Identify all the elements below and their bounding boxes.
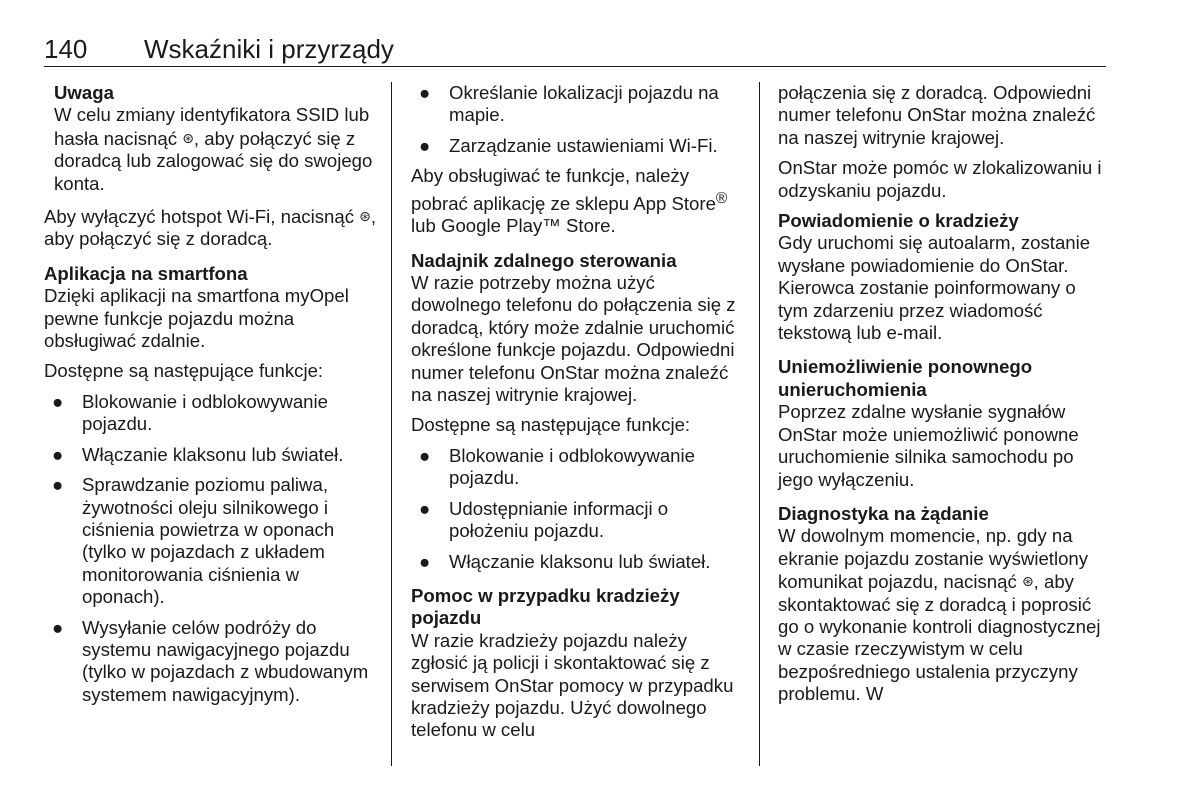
functions-intro: Dostępne są następujące funkcje: — [411, 414, 691, 436]
bullet-icon: ● — [419, 134, 431, 156]
list-item — [44, 391, 380, 436]
section-heading: Aplikacja na smartfona — [44, 262, 248, 284]
hotspot-text-part: Aby wyłączyć hotspot Wi-Fi, nacisnąć — [44, 206, 354, 228]
section-heading: Diagnostyka na żądanie — [778, 502, 989, 524]
bullet-icon: ● — [419, 550, 431, 572]
list-item — [411, 498, 745, 543]
note-box — [44, 82, 380, 195]
remote-paragraph: W razie potrzeby można użyć dowolnego telefonu do połączenia się z doradcą, który może zdalnie uruchomić określone funkcje pojazdu. Odpowiedni numer telefonu OnStar można znaleźć na naszej witrynie krajowej. — [411, 272, 736, 406]
list-item — [411, 82, 745, 127]
hotspot-paragraph — [44, 205, 380, 251]
list-item-text: Sprawdzanie poziomu paliwa, żywotności oleju silnikowego i ciśnienia powietrza w oponach (tylko w pojazdach z układem monitorowania ciśnienia w oponach). — [82, 474, 335, 608]
app-download-text: lub Google Play™ Store. — [411, 215, 616, 237]
function-list — [411, 445, 745, 573]
section-heading: Nadajnik zdalnego sterowania — [411, 249, 677, 271]
diagnostics-paragraph — [778, 525, 1108, 705]
section-heading: Powiadomienie o kradzieży — [778, 210, 1019, 232]
note-text — [54, 104, 380, 195]
column-left — [44, 82, 380, 714]
note-title: Uwaga — [54, 82, 114, 103]
page-header — [44, 30, 1106, 67]
page-number: 140 — [44, 34, 88, 64]
list-item-text: Blokowanie i odblokowywanie pojazdu. — [449, 444, 695, 489]
onstar-button-icon: ⊛ — [182, 129, 194, 146]
note-text-part: W celu zmiany identyfikatora SSID lub hasła nacisnąć — [54, 104, 370, 149]
list-item — [411, 135, 745, 157]
bullet-icon: ● — [52, 390, 64, 412]
theft-paragraph: W razie kradzieży pojazdu należy zgłosić ją policji i skontaktować się z serwisem OnStar pomocy w przypadku kradzieży pojazdu. Użyć dowolnego telefonu w celu — [411, 629, 734, 741]
bullet-icon: ● — [419, 497, 431, 519]
section-heading: Uniemożliwienie ponownego unieruchomienia — [778, 356, 1033, 400]
list-item-text: Włączanie klaksonu lub świateł. — [82, 443, 344, 465]
function-list — [44, 391, 380, 706]
diagnostics-text-part: , aby skontaktować się z doradcą i poprosić go o wykonanie kontroli diagnostycznej w czasie rzeczywistym w celu bezpośredniego ustalenia przyczyny problemu. W — [778, 571, 1101, 705]
onstar-button-icon: ⊛ — [359, 208, 371, 225]
immobilizer-paragraph: Poprzez zdalne wysłanie sygnałów OnStar może uniemożliwić ponowne uruchomienie silnika samochodu po jego wyłączeniu. — [778, 401, 1079, 490]
list-item-text: Określanie lokalizacji pojazdu na mapie. — [449, 82, 719, 126]
list-item — [44, 474, 380, 608]
list-item — [411, 445, 745, 490]
list-item-text: Włączanie klaksonu lub świateł. — [449, 550, 711, 572]
column-right — [778, 82, 1108, 714]
app-paragraph: Dzięki aplikacji na smartfona myOpel pewne funkcje pojazdu można obsługiwać zdalnie. — [44, 285, 349, 352]
onstar-button-icon: ⊛ — [1021, 573, 1034, 590]
function-list — [411, 82, 745, 157]
page-title: Wskaźniki i przyrządy — [144, 34, 394, 64]
notice-paragraph: Gdy uruchomi się autoalarm, zostanie wysłane powiadomienie do OnStar. Kierowca zostanie poinformowany o tym zdarzeniu przez wiadomość tekstową lub e-mail. — [778, 232, 1091, 344]
list-item — [44, 444, 380, 466]
app-download-paragraph — [411, 165, 745, 237]
section-heading: Pomoc w przypadku kradzieży pojazdu — [411, 584, 680, 629]
functions-intro: Dostępne są następujące funkcje: — [44, 360, 324, 382]
column-divider — [759, 82, 760, 766]
diagnostics-text-part: W dowolnym momencie, np. gdy na ekranie pojazdu zostanie wyświetlony komunikat pojazdu, nacisnąć — [778, 525, 1089, 593]
bullet-icon: ● — [419, 82, 431, 103]
list-item-text: Blokowanie i odblokowywanie pojazdu. — [82, 390, 328, 435]
column-divider — [391, 82, 392, 766]
list-item — [44, 617, 380, 707]
bullet-icon: ● — [419, 444, 431, 466]
list-item-text: Udostępnianie informacji o położeniu pojazdu. — [449, 497, 669, 542]
bullet-icon: ● — [52, 474, 64, 496]
column-middle — [411, 82, 745, 750]
list-item-text: Wysyłanie celów podróży do systemu nawigacyjnego pojazdu (tylko w pojazdach z wbudowanym systemem nawigacyjnym). — [82, 616, 369, 705]
hotspot-text-part: , aby połączyć się z doradcą. — [44, 206, 377, 250]
app-download-text: Aby obsługiwać te funkcje, należy pobrać aplikację ze sklepu App Store — [411, 165, 716, 214]
registered-mark: ® — [715, 189, 728, 207]
bullet-icon: ● — [52, 443, 64, 465]
list-item — [411, 551, 745, 573]
locate-paragraph: OnStar może pomóc w zlokalizowaniu i odzyskaniu pojazdu. — [778, 157, 1102, 201]
continued-paragraph: połączenia się z doradcą. Odpowiedni numer telefonu OnStar można znaleźć na naszej witrynie krajowej. — [778, 82, 1096, 148]
note-text-part: , aby połączyć się z doradcą lub zalogować się do swojego konta. — [54, 127, 373, 194]
bullet-icon: ● — [52, 616, 64, 638]
list-item-text: Zarządzanie ustawieniami Wi-Fi. — [449, 134, 718, 156]
